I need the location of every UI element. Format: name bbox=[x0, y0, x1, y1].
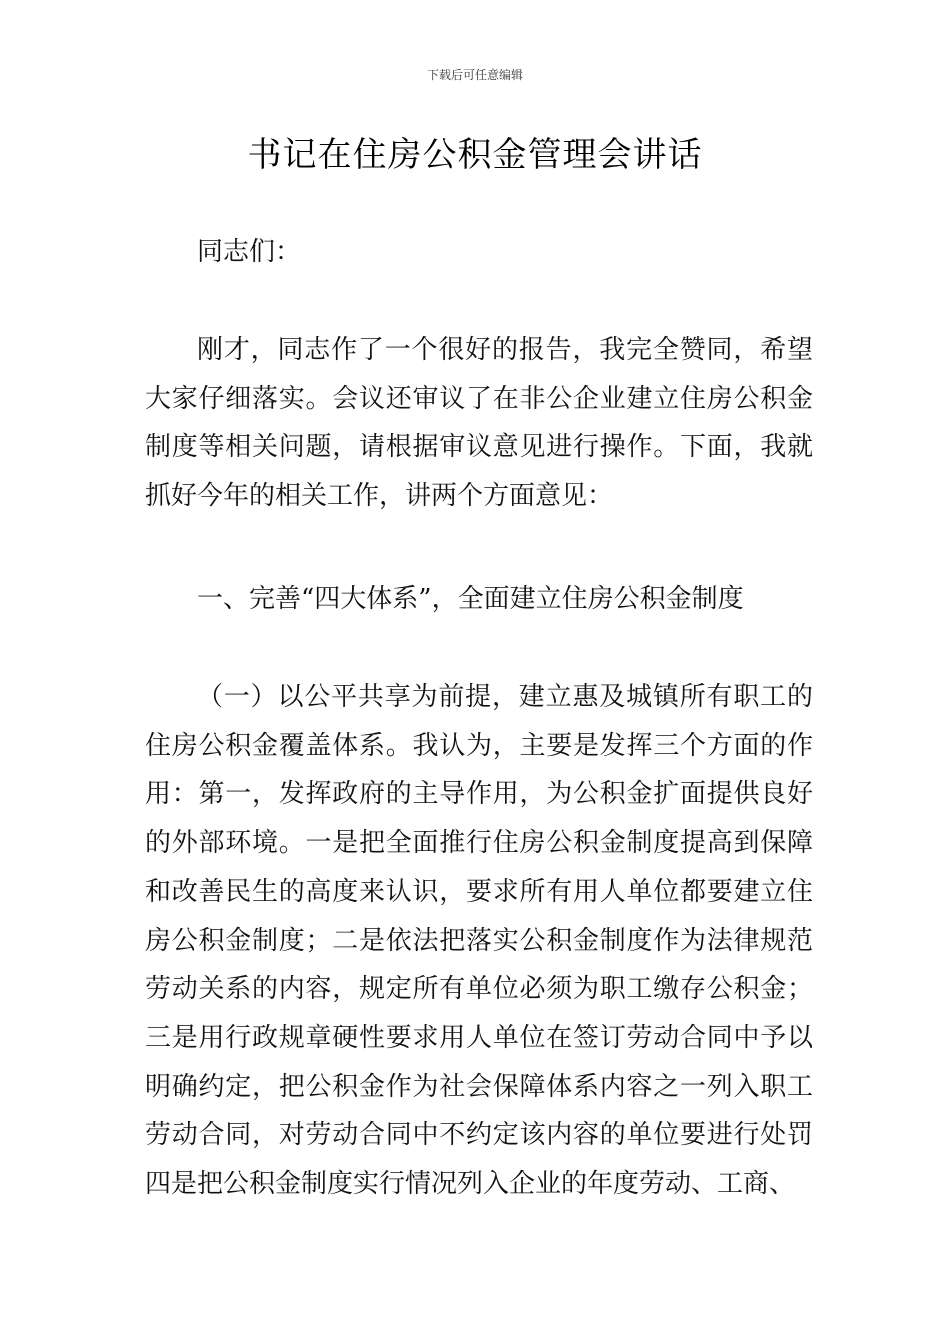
salutation: 同志们： bbox=[197, 237, 302, 267]
header-note: 下载后可任意编辑 bbox=[426, 68, 523, 82]
body-paragraph-2: （一）以公平共享为前提，建立惠及城镇所有职工的住房公积金覆盖体系。我认为，主要是发挥三个方面的作用：第一，发挥政府的主导作用，为公积金扩面提供良好的外部环境。一是把全面推行住房公积金制度提高到保障和改善民生的高度来认识，要求所有用人单位都要建立住房公积金制度；二是依法把落实公积金制度作为法律规范劳动关系的内容，规定所有单位必须为职工缴存公积金；三是用行政规章硬性要求用人单位在签订劳动合同中予以明确约定，把公积金作为社会保障体系内容之一列入职工劳动合同，对劳动合同中不约定该内容的单位要进行处罚四是把公积金制度实行情况列入企业的年度劳动、工商、 bbox=[145, 682, 813, 1200]
document-title: 书记在住房公积金管理会讲话 bbox=[247, 135, 703, 175]
body-paragraph-1: 刚才，同志作了一个很好的报告，我完全赞同，希望大家仔细落实。会议还审议了在非公企业建立住房公积金制度等相关问题，请根据审议意见进行操作。下面，我就抓好今年的相关工作，讲两个方面意见： bbox=[145, 335, 813, 512]
section-heading-1: 一、完善“四大体系”，全面建立住房公积金制度 bbox=[197, 584, 744, 614]
